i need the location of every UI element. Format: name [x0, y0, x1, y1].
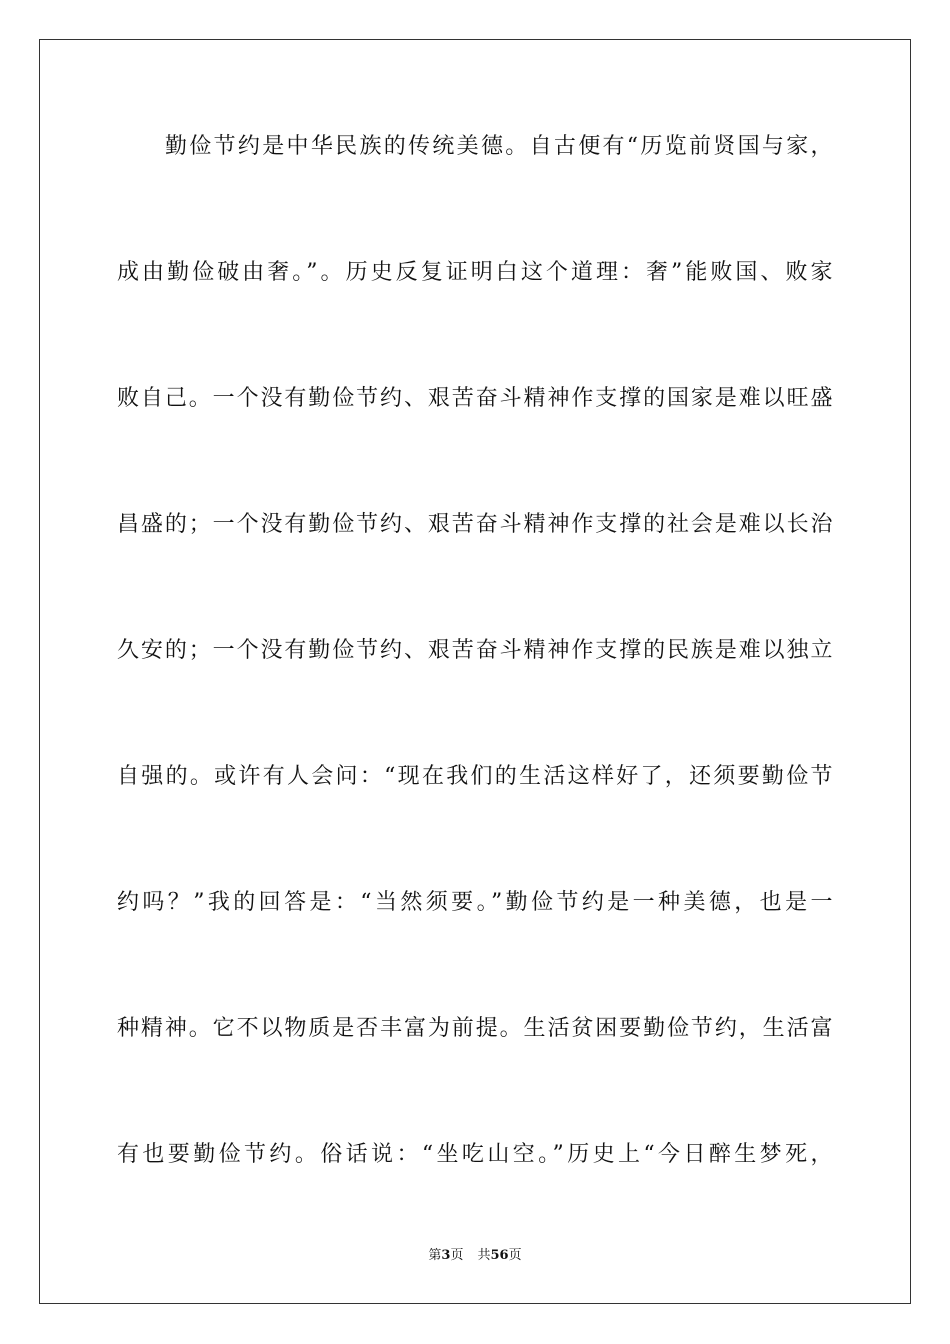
- paragraph-line-8: 种精神。它不以物质是否丰富为前提。生活贫困要勤俭节约，生活富: [117, 1016, 833, 1041]
- paragraph-line-9: 有也要勤俭节约。俗话说：“坐吃山空。”历史上“今日醉生梦死，: [117, 1142, 833, 1167]
- total-suffix: 页: [508, 1248, 522, 1263]
- page-suffix: 页: [450, 1248, 464, 1263]
- paragraph-line-5: 久安的；一个没有勤俭节约、艰苦奋斗精神作支撑的民族是难以独立: [117, 638, 833, 663]
- page-footer: [0, 1246, 950, 1266]
- page-prefix: 第: [428, 1248, 442, 1263]
- paragraph-line-2: 成由勤俭破由奢。”。历史反复证明白这个道理：奢”能败国、败家: [117, 260, 833, 285]
- paragraph-line-3: 败自己。一个没有勤俭节约、艰苦奋斗精神作支撑的国家是难以旺盛: [117, 386, 833, 411]
- paragraph-line-6: 自强的。或许有人会问：“现在我们的生活这样好了，还须要勤俭节: [117, 764, 833, 789]
- page-number: 3: [441, 1248, 451, 1263]
- total-prefix: 共: [477, 1248, 491, 1263]
- paragraph-line-4: 昌盛的；一个没有勤俭节约、艰苦奋斗精神作支撑的社会是难以长治: [117, 512, 833, 537]
- document-body: [117, 130, 833, 1264]
- paragraph-line-1: 勤俭节约是中华民族的传统美德。自古便有“历览前贤国与家，: [165, 134, 833, 159]
- paragraph-line-7: 约吗？”我的回答是：“当然须要。”勤俭节约是一种美德，也是一: [117, 890, 833, 915]
- total-pages: 56: [490, 1248, 509, 1263]
